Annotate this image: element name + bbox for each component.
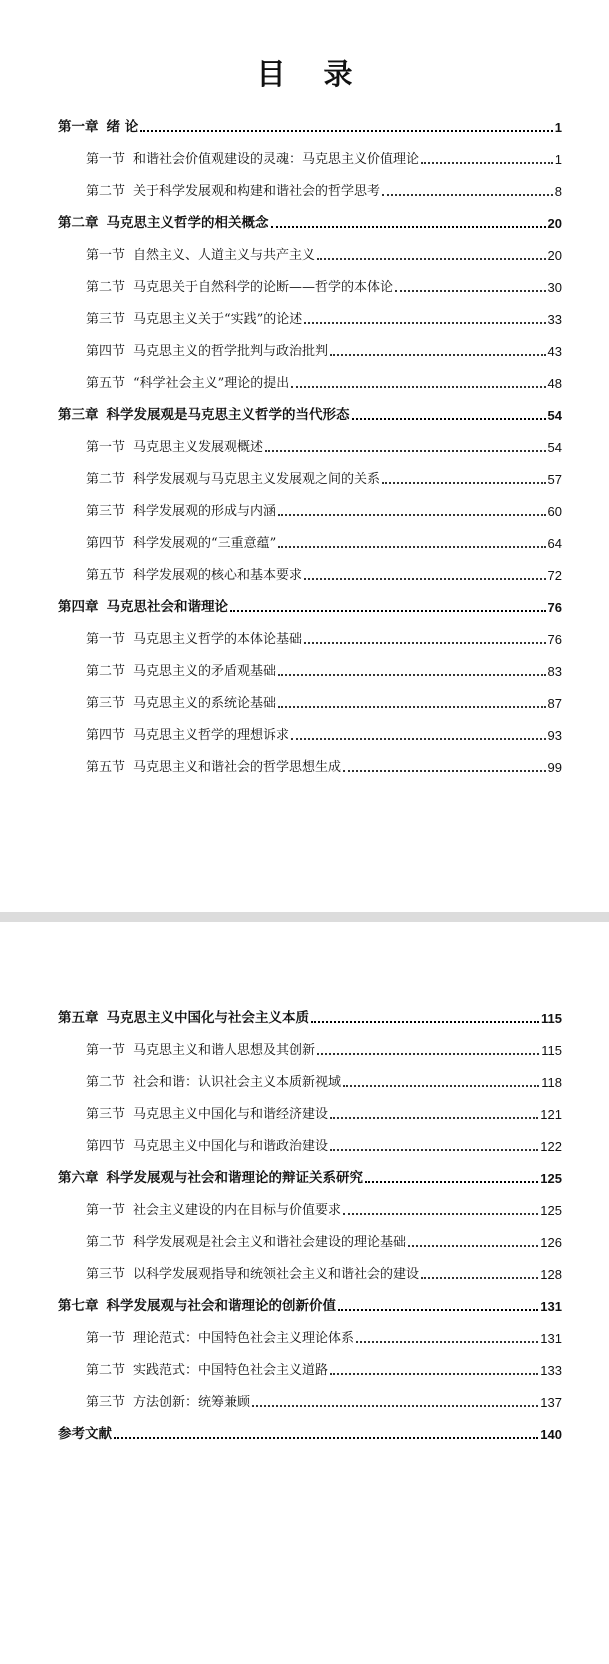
toc-section-entry[interactable] [58,487,562,519]
toc-entry-text: 科学发展观与社会和谐理论的创新价值 [106,1298,336,1314]
toc-entry-number: 第一章 [58,119,99,135]
toc-entry-label [86,500,276,519]
toc-section-entry[interactable] [58,1218,562,1250]
toc-page-number: 43 [547,344,562,359]
toc-entry-text: 马克思主义哲学的本体论基础 [133,632,303,647]
toc-entry-number: 第五节 [86,568,126,583]
toc-page-number: 54 [547,440,562,455]
toc-entry-label [86,276,393,295]
toc-page-number: 125 [540,1171,562,1186]
toc-entry-number: 第二章 [58,215,99,231]
toc-dot-leader [330,1116,538,1119]
toc-entry-label [86,308,302,327]
toc-page-number: 8 [554,184,562,199]
toc-entry-number: 第三节 [86,504,126,519]
toc-entry-text: 马克思社会和谐理论 [106,599,228,615]
toc-entry-number: 第二节 [86,664,126,679]
toc-page-number: 57 [547,472,562,487]
toc-entry-label [58,211,269,231]
toc-page-number: 87 [547,696,562,711]
toc-chapter-entry[interactable] [58,1410,562,1442]
toc-page-number: 128 [540,1267,562,1282]
toc-entry-number: 第二节 [86,280,126,295]
toc-entry-text: 马克思主义中国化与和谐政治建设 [133,1139,329,1154]
toc-page-number: 115 [541,1011,562,1026]
toc-dot-leader [140,129,553,132]
toc-entry-number: 第三节 [86,1107,126,1122]
toc-dot-leader [330,1148,538,1151]
toc-entry-number: 第七章 [58,1298,99,1314]
toc-entry-number: 第二节 [86,1235,126,1250]
toc-entry-text: 关于科学发展观和构建和谐社会的哲学思考 [133,184,381,199]
toc-page-number: 131 [540,1299,562,1314]
toc-dot-leader [291,737,546,740]
toc-page-number: 72 [547,568,562,583]
toc-entry-label [86,564,302,583]
toc-entry-label [86,148,419,167]
toc-page-number: 1 [554,152,562,167]
toc-chapter-entry[interactable] [58,103,562,135]
toc-entry-text: 科学发展观与马克思主义发展观之间的关系 [133,472,381,487]
toc-section-entry[interactable] [58,1314,562,1346]
toc-section-entry[interactable] [58,423,562,455]
toc-entry-text: 马克思主义哲学的相关概念 [106,215,269,231]
toc-dot-leader [382,193,553,196]
toc-entry-label [58,1422,112,1442]
toc-section-entry[interactable] [58,1250,562,1282]
toc-list-page-1 [58,103,562,775]
toc-section-entry[interactable] [58,455,562,487]
toc-dot-leader [304,577,546,580]
toc-section-entry[interactable] [58,615,562,647]
toc-entry-number: 第一节 [86,1203,126,1218]
toc-dot-leader [291,385,545,388]
toc-page-number: 76 [547,600,562,615]
toc-page-number: 83 [547,664,562,679]
toc-section-entry[interactable] [58,647,562,679]
toc-dot-leader [421,1276,538,1279]
toc-entry-text: 科学发展观的形成与内涵 [133,504,277,519]
toc-entry-text: 马克思主义发展观概述 [133,440,264,455]
toc-entry-text: 马克思主义哲学的理想诉求 [133,728,290,743]
toc-dot-leader [252,1404,538,1407]
toc-page-number: 48 [547,376,562,391]
toc-entry-number: 第四节 [86,344,126,359]
toc-section-entry[interactable] [58,1346,562,1378]
toc-dot-leader [304,321,545,324]
toc-entry-number: 第五节 [86,760,126,775]
toc-chapter-entry[interactable] [58,391,562,423]
toc-section-entry[interactable] [58,679,562,711]
toc-entry-text: 科学发展观的核心和基本要求 [133,568,303,583]
toc-entry-label [86,372,289,391]
toc-entry-number: 第一节 [86,1043,126,1058]
toc-entry-number: 第二节 [86,1363,126,1378]
toc-entry-label [86,692,276,711]
toc-chapter-entry[interactable] [58,1282,562,1314]
toc-entry-number: 第三章 [58,407,99,423]
toc-entry-number: 第一节 [86,440,126,455]
toc-entry-text: 实践范式：中国特色社会主义道路 [133,1363,329,1378]
toc-dot-leader [343,1212,538,1215]
toc-section-entry[interactable] [58,1122,562,1154]
toc-dot-leader [338,1308,538,1311]
toc-dot-leader [382,481,546,484]
toc-entry-number: 第一节 [86,248,126,263]
toc-entry-number: 第四章 [58,599,99,615]
toc-entry-label [86,180,380,199]
toc-entry-number: 第一节 [86,152,126,167]
toc-entry-number: 第二节 [86,184,126,199]
toc-entry-text: 科学发展观是社会主义和谐社会建设的理论基础 [133,1235,407,1250]
toc-section-entry[interactable] [58,1026,562,1058]
toc-chapter-entry[interactable] [58,199,562,231]
toc-entry-text: 马克思主义的系统论基础 [133,696,277,711]
toc-entry-label [86,468,380,487]
toc-entry-text: 社会和谐：认识社会主义本质新视域 [133,1075,342,1090]
document-page-2 [0,922,609,1664]
toc-entry-number: 第六章 [58,1170,99,1186]
toc-entry-text: “科学社会主义”理论的提出 [133,376,290,391]
toc-page-number: 99 [547,760,562,775]
toc-entry-text: 科学发展观的“三重意蕴” [133,536,277,551]
toc-entry-label [86,756,341,775]
toc-entry-label [86,660,276,679]
toc-page-number: 76 [547,632,562,647]
toc-page-number: 121 [540,1107,562,1122]
toc-entry-text: 参考文献 [58,1426,112,1442]
toc-entry-label [86,1039,315,1058]
toc-page-number: 33 [547,312,562,327]
toc-page-number: 133 [540,1363,562,1378]
toc-entry-label [86,1199,341,1218]
toc-page-number: 122 [540,1139,562,1154]
toc-entry-text: 和谐社会价值观建设的灵魂：马克思主义价值理论 [133,152,420,167]
toc-page-number: 20 [547,248,562,263]
toc-page-number: 131 [540,1331,562,1346]
toc-entry-label [58,1166,363,1186]
toc-page-number: 140 [540,1427,562,1442]
toc-dot-leader [330,353,546,356]
toc-list-page-2 [58,994,562,1442]
toc-entry-label [86,1231,406,1250]
toc-dot-leader [343,1084,539,1087]
toc-page-number: 118 [541,1075,562,1090]
toc-dot-leader [311,1020,539,1023]
toc-page-number: 64 [547,536,562,551]
toc-section-entry[interactable] [58,1186,562,1218]
toc-dot-leader [317,257,546,260]
toc-page-number: 60 [547,504,562,519]
toc-entry-text: 马克思主义的哲学批判与政治批判 [133,344,329,359]
toc-entry-text: 以科学发展观指导和统领社会主义和谐社会的建设 [133,1267,420,1282]
toc-page-number: 30 [547,280,562,295]
toc-entry-label [58,1294,336,1314]
toc-dot-leader [395,289,546,292]
toc-section-entry[interactable] [58,1378,562,1410]
toc-entry-label [58,403,350,423]
toc-page-number: 1 [554,120,562,135]
toc-dot-leader [265,449,546,452]
toc-entry-label [86,1103,328,1122]
toc-entry-label [86,532,276,551]
toc-title: 目 录 [256,57,367,91]
toc-dot-leader [304,641,546,644]
toc-entry-label [86,340,328,359]
toc-section-entry[interactable] [58,167,562,199]
toc-entry-text: 科学发展观与社会和谐理论的辩证关系研究 [106,1170,363,1186]
toc-entry-number: 第四节 [86,536,126,551]
toc-page-number: 137 [540,1395,562,1410]
toc-entry-number: 第三节 [86,696,126,711]
toc-dot-leader [421,161,553,164]
toc-entry-label [86,1327,354,1346]
toc-entry-number: 第一节 [86,1331,126,1346]
toc-dot-leader [278,705,546,708]
toc-section-entry[interactable] [58,263,562,295]
toc-chapter-entry[interactable] [58,994,562,1026]
toc-entry-text: 马克思主义和谐社会的哲学思想生成 [133,760,342,775]
toc-chapter-entry[interactable] [58,583,562,615]
toc-page-number: 20 [547,216,562,231]
toc-entry-label [86,1263,419,1282]
toc-entry-text: 绪 论 [106,119,139,135]
toc-entry-number: 第三节 [86,1267,126,1282]
toc-entry-number: 第三节 [86,312,126,327]
toc-section-entry[interactable] [58,711,562,743]
toc-section-entry[interactable] [58,1058,562,1090]
toc-section-entry[interactable] [58,231,562,263]
toc-entry-label [58,115,138,135]
toc-section-entry[interactable] [58,551,562,583]
toc-section-entry[interactable] [58,327,562,359]
toc-dot-leader [408,1244,538,1247]
toc-dot-leader [278,513,546,516]
toc-entry-text: 理论范式：中国特色社会主义理论体系 [133,1331,355,1346]
page-separator [0,912,609,922]
toc-entry-label [86,628,302,647]
toc-page-number: 115 [541,1043,562,1058]
toc-dot-leader [352,417,546,420]
toc-section-entry[interactable] [58,295,562,327]
toc-dot-leader [356,1340,538,1343]
toc-section-entry[interactable] [58,1090,562,1122]
toc-section-entry[interactable] [58,519,562,551]
toc-entry-text: 社会主义建设的内在目标与价值要求 [133,1203,342,1218]
toc-entry-label [86,1359,328,1378]
toc-section-entry[interactable] [58,743,562,775]
toc-dot-leader [365,1180,538,1183]
toc-entry-label [58,1006,309,1026]
toc-entry-number: 第二节 [86,472,126,487]
toc-section-entry[interactable] [58,135,562,167]
toc-entry-text: 科学发展观是马克思主义哲学的当代形态 [106,407,350,423]
toc-dot-leader [278,545,545,548]
toc-entry-number: 第一节 [86,632,126,647]
toc-dot-leader [343,769,546,772]
toc-entry-text: 马克思主义的矛盾观基础 [133,664,277,679]
toc-dot-leader [271,225,546,228]
toc-dot-leader [114,1436,538,1439]
toc-entry-label [86,1391,250,1410]
toc-entry-number: 第五节 [86,376,126,391]
toc-section-entry[interactable] [58,359,562,391]
toc-dot-leader [278,673,546,676]
toc-entry-label [58,595,228,615]
toc-dot-leader [330,1372,538,1375]
toc-entry-text: 自然主义、人道主义与共产主义 [133,248,316,263]
toc-entry-number: 第四节 [86,728,126,743]
toc-entry-label [86,724,289,743]
toc-entry-text: 马克思主义中国化与和谐经济建设 [133,1107,329,1122]
toc-entry-text: 马克思主义中国化与社会主义本质 [106,1010,309,1026]
toc-entry-text: 马克思主义关于“实践”的论述 [133,312,303,327]
toc-page-number: 125 [540,1203,562,1218]
toc-entry-text: 马克思关于自然科学的论断——哲学的本体论 [133,280,394,295]
toc-entry-label [86,244,315,263]
toc-page-number: 126 [540,1235,562,1250]
toc-entry-number: 第二节 [86,1075,126,1090]
toc-entry-text: 马克思主义和谐人思想及其创新 [133,1043,316,1058]
toc-entry-number: 第三节 [86,1395,126,1410]
toc-entry-label [86,1135,328,1154]
toc-dot-leader [317,1052,539,1055]
toc-chapter-entry[interactable] [58,1154,562,1186]
toc-page-number: 54 [547,408,562,423]
toc-dot-leader [230,609,546,612]
toc-page-number: 93 [547,728,562,743]
toc-entry-number: 第四节 [86,1139,126,1154]
toc-entry-label [86,1071,341,1090]
toc-entry-label [86,436,263,455]
toc-entry-number: 第五章 [58,1010,99,1026]
toc-entry-text: 方法创新：统筹兼顾 [133,1395,251,1410]
